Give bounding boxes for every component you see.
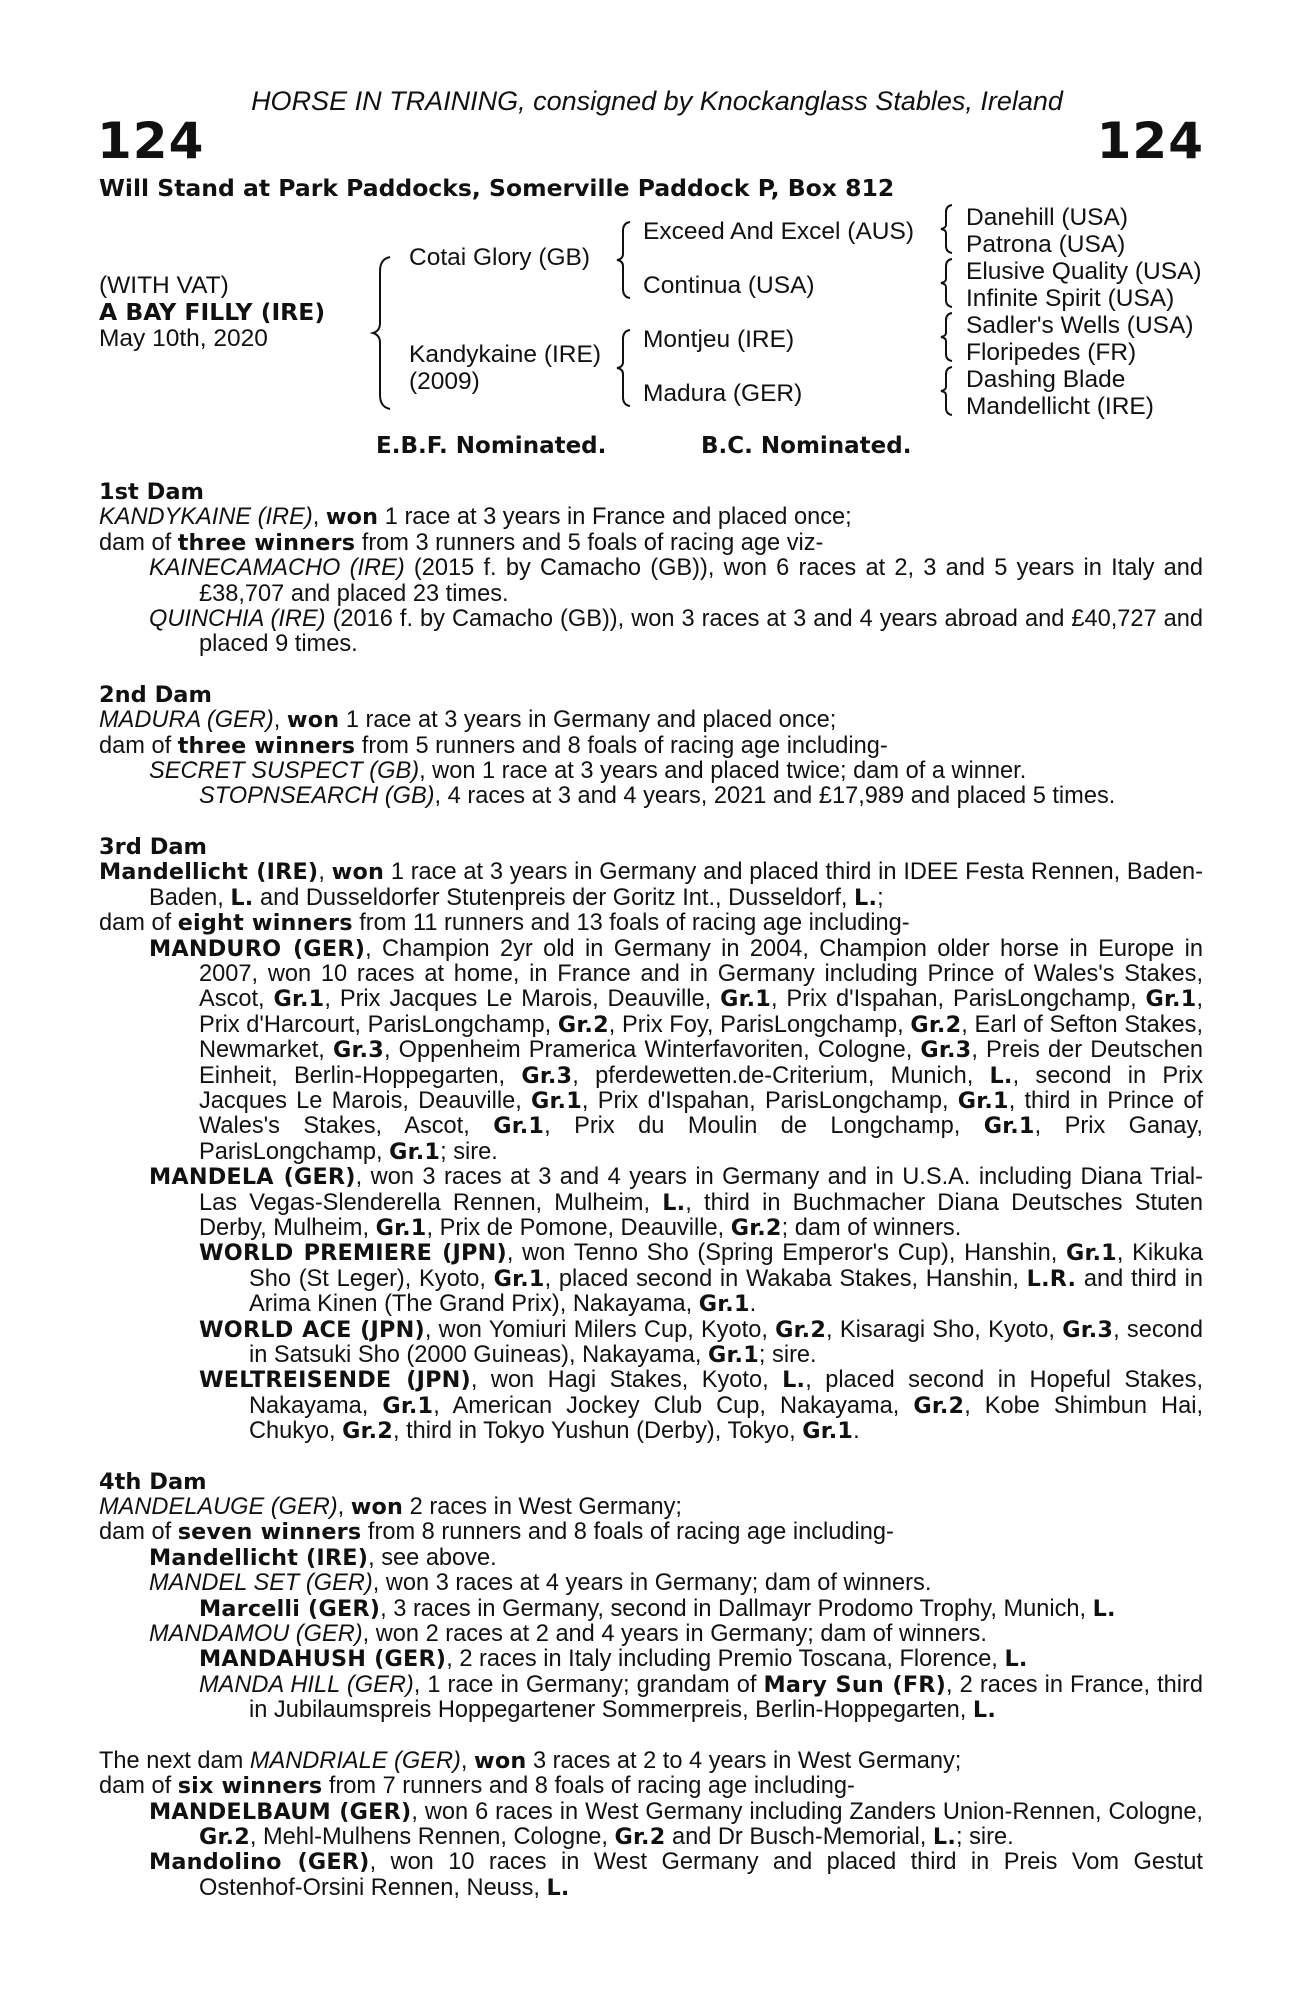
produce-entry: WORLD ACE (JPN), won Yomiuri Milers Cup, Kyoto, Gr.2, Kisaragi Sho, Kyoto, Gr.3, second in Satsuki Sho (2000 Guineas), Nakayama, Gr.1; sire. xyxy=(199,1316,1203,1368)
next-dam-produce-summary: dam of six winners from 7 runners and 8 foals of racing age including- xyxy=(99,1773,855,1800)
produce-entry: MANDAHUSH (GER), 2 races in Italy including Premio Toscana, Florence, L. xyxy=(199,1646,1028,1673)
fourth-dam-title: 4th Dam xyxy=(99,1468,207,1495)
gen3-6: Floripedes (FR) xyxy=(966,339,1137,366)
brace-gen3-4 xyxy=(937,365,957,417)
dam-sire: Montjeu (IRE) xyxy=(643,326,795,353)
next-dam-record: The next dam MANDRIALE (GER), won 3 races at 2 to 4 years in West Germany; xyxy=(99,1747,962,1774)
dam-line-content xyxy=(99,480,1203,1901)
dam-year: (2009) xyxy=(409,368,480,395)
sire: Cotai Glory (GB) xyxy=(409,244,591,271)
bc-nomination: B.C. Nominated. xyxy=(701,433,912,459)
produce-entry: WORLD PREMIERE (JPN), won Tenno Sho (Spring Emperor's Cup), Hanshin, Gr.1, Kikuka Sho (St Leger), Kyoto, Gr.1, placed second in Wakaba Stakes, Hanshin, L.R. and third in Arima Kinen (The Grand Prix), Nakayama, Gr.1. xyxy=(199,1240,1203,1318)
third-dam-produce-summary: dam of eight winners from 11 runners and 13 foals of racing age including- xyxy=(99,910,910,937)
brace-gen3-3 xyxy=(937,311,957,363)
gen3-3: Elusive Quality (USA) xyxy=(966,258,1202,285)
produce-entry: SECRET SUSPECT (GB), won 1 race at 3 years and placed twice; dam of a winner. xyxy=(149,758,1027,785)
produce-entry: MANDURO (GER), Champion 2yr old in Germany in 2004, Champion older horse in Europe in 2007, won 10 races at home, in France and in Germany including Prince of Wales's Stakes, Ascot, Gr.1, Prix Jacques Le Marois, Deauville, Gr.1, Prix d'Ispahan, ParisLongchamp, Gr.1, Prix d'Harcourt, ParisLongchamp, Gr.2, Prix Foy, ParisLongchamp, Gr.2, Earl of Sefton Stakes, Newmarket, Gr.3, Oppenheim Pramerica Winterfavoriten, Cologne, Gr.3, Preis der Deutschen Einheit, Berlin-Hoppegarten, Gr.3, pferdewetten.de-Criterium, Munich, L., second in Prix Jacques Le Marois, Deauville, Gr.1, Prix d'Ispahan, ParisLongchamp, Gr.1, third in Prince of Wales's Stakes, Ascot, Gr.1, Prix du Moulin de Longchamp, Gr.1, Prix Ganay, ParisLongchamp, Gr.1; sire. xyxy=(149,935,1204,1165)
second-dam-record: MADURA (GER), won 1 race at 3 years in Germany and placed once; xyxy=(99,707,837,734)
horse-name: A BAY FILLY (IRE) xyxy=(99,298,326,326)
produce-entry: KAINECAMACHO (IRE) (2015 f. by Camacho (GB)), won 6 races at 2, 3 and 5 years in Italy and £38,707 and placed 23 times. xyxy=(149,555,1203,607)
second-dam-produce-summary: dam of three winners from 5 runners and 8 foals of racing age including- xyxy=(99,732,888,759)
produce-entry: Mandellicht (IRE), see above. xyxy=(149,1544,497,1571)
stand-info: Will Stand at Park Paddocks, Somerville Paddock P, Box 812 xyxy=(99,174,895,202)
fourth-dam-record: MANDELAUGE (GER), won 2 races in West Germany; xyxy=(99,1494,682,1521)
produce-entry: MANDEL SET (GER), won 3 races at 4 years in Germany; dam of winners. xyxy=(149,1570,932,1597)
produce-entry: QUINCHIA (IRE) (2016 f. by Camacho (GB)), won 3 races at 3 and 4 years abroad and £40,727 and placed 9 times. xyxy=(149,606,1204,658)
gen3-2: Patrona (USA) xyxy=(966,231,1126,258)
foaling-date: May 10th, 2020 xyxy=(99,325,268,352)
third-dam-title: 3rd Dam xyxy=(99,833,207,860)
brace-horse xyxy=(370,255,396,411)
sire-sire: Exceed And Excel (AUS) xyxy=(643,218,914,245)
gen3-5: Sadler's Wells (USA) xyxy=(966,312,1194,339)
dam: Kandykaine (IRE) xyxy=(409,341,602,368)
produce-entry: Marcelli (GER), 3 races in Germany, second in Dallmayr Prodomo Trophy, Munich, L. xyxy=(199,1595,1116,1622)
gen3-7: Dashing Blade xyxy=(966,366,1126,393)
brace-sire xyxy=(614,220,634,300)
produce-entry: WELTREISENDE (JPN), won Hagi Stakes, Kyoto, L., placed second in Hopeful Stakes, Nakayama, Gr.1, American Jockey Club Cup, Nakayama, Gr.2, Kobe Shimbun Hai, Chukyo, Gr.2, third in Tokyo Yushun (Derby), Tokyo, Gr.1. xyxy=(199,1367,1203,1445)
first-dam-produce-summary: dam of three winners from 3 runners and 5 foals of racing age viz- xyxy=(99,529,824,556)
third-dam-record: Mandellicht (IRE), won 1 race at 3 years in Germany and placed third in IDEE Festa Rennen, Baden-Baden, L. and Dusseldorfer Stutenpreis der Goritz Int., Dusseldorf, L.; xyxy=(99,859,1203,911)
ebf-nomination: E.B.F. Nominated. xyxy=(376,433,607,459)
first-dam-record: KANDYKAINE (IRE), won 1 race at 3 years in France and placed once; xyxy=(99,504,852,531)
vat-note: (WITH VAT) xyxy=(99,272,229,299)
lot-number-right: 124 xyxy=(1096,112,1204,170)
second-dam-title: 2nd Dam xyxy=(99,681,212,708)
gen3-8: Mandellicht (IRE) xyxy=(966,393,1154,420)
lot-number-left: 124 xyxy=(97,112,205,170)
produce-entry: MANDA HILL (GER), 1 race in Germany; grandam of Mary Sun (FR), 2 races in France, third in Jubilaumspreis Hoppegartener Sommerpreis, Berlin-Hoppegarten, L. xyxy=(199,1671,1203,1724)
produce-entry: MANDELBAUM (GER), won 6 races in West Germany including Zanders Union-Rennen, Cologne, Gr.2, Mehl-Mulhens Rennen, Cologne, Gr.2 and Dr Busch-Memorial, L.; sire. xyxy=(149,1798,1203,1850)
produce-entry: MANDELA (GER), won 3 races at 3 and 4 years in Germany and in U.S.A. including Diana Trial-Las Vegas-Slenderella Rennen, Mulheim, L., third in Buchmacher Diana Deutsches Stuten Derby, Mulheim, Gr.1, Prix de Pomone, Deauville, Gr.2; dam of winners. xyxy=(149,1164,1203,1241)
brace-gen3-1 xyxy=(937,203,957,255)
fourth-dam-produce-summary: dam of seven winners from 8 runners and 8 foals of racing age including- xyxy=(99,1519,894,1546)
brace-dam xyxy=(614,328,634,408)
produce-entry: STOPNSEARCH (GB), 4 races at 3 and 4 years, 2021 and £17,989 and placed 5 times. xyxy=(199,783,1116,810)
sire-dam: Continua (USA) xyxy=(643,272,815,299)
consignment-header: HORSE IN TRAINING, consigned by Knockanglass Stables, Ireland xyxy=(251,86,1063,116)
brace-gen3-2 xyxy=(937,257,957,309)
produce-entry: Mandolino (GER), won 10 races in West Germany and placed third in Preis Vom Gestut Ostenhof-Orsini Rennen, Neuss, L. xyxy=(149,1849,1203,1901)
dam-dam: Madura (GER) xyxy=(643,380,803,407)
first-dam-title: 1st Dam xyxy=(99,479,204,505)
gen3-1: Danehill (USA) xyxy=(966,204,1129,231)
produce-entry: MANDAMOU (GER), won 2 races at 2 and 4 years in Germany; dam of winners. xyxy=(149,1621,987,1648)
gen3-4: Infinite Spirit (USA) xyxy=(966,285,1175,312)
